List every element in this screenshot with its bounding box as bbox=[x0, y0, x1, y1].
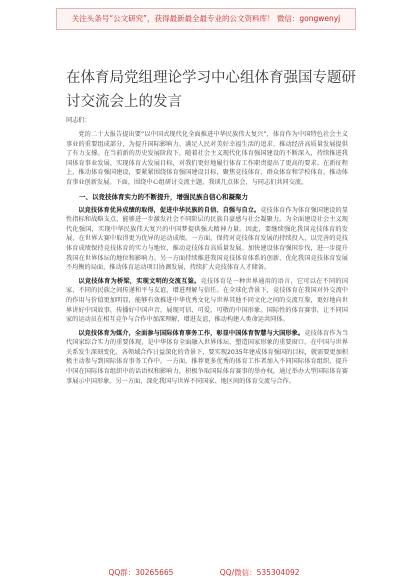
footer-contact bbox=[0, 566, 408, 580]
page-title: 在体育局党组理论学习中心组体育强国专题研讨交流会上的发言 bbox=[66, 69, 356, 110]
body-paragraph bbox=[66, 329, 348, 387]
paragraph-lead: 以竞技体育为媒介，全面参与国际体育事务工作，彰显中国体育智慧与大国形象。 bbox=[78, 329, 305, 337]
paragraph-lead: 以竞技体育为桥梁，实现文明的交流互鉴。 bbox=[78, 277, 201, 285]
paragraph-text: 竞技体育作为当代国家综合实力的重要体现，是中华体育全面融入世界体坛、塑造国家形象的重要窗口。在中国与世界关系发生深刻变化、各领域合作日益深化的背景下，要实现2035年建成体育强国的目标，就需要更加积极主动参与到国际体育事务工作中。一方面，推荐更多优秀的体育工作者加入不同国际体育组织，提升中国在国际体育组织中的话语权和影响力，积极争取国际体育赛事的举办权，通过举办大型国际体育赛事展示中国形象。另一方面，深化我国与世界不同国家、地区间的体育交流与合作。 bbox=[66, 329, 348, 385]
section-heading: 一、以竞技体育实力的不断提升，增强民族自信心和凝聚力 bbox=[79, 192, 248, 201]
qq-group: QQ群：30265665 bbox=[108, 568, 174, 577]
body-paragraph bbox=[66, 277, 348, 325]
qq-wechat-contact: QQ/微信：535304092 bbox=[219, 568, 300, 577]
body-paragraph bbox=[66, 206, 348, 273]
paragraph-text: 竞技体育作为体育强国建设的显性指标和战略支点，能够进一步激发社会不同阶层的民族自豪感与社会凝聚力。为全面建设社会主义现代化强国，实现中华民族伟大复兴的中国梦提供强大精神力量。因此，要继续强化我国竞技体育的发展，在世界大赛中取得更为优异的运动成绩。一方面，保持对竞技体育发展的持续投入，以完善的竞技体育成绩保持竞技体育的实力与地位，推动竞技体育高质量发展。加快建设体育强国步伐，进一步提升我国在世界体坛的地位和影响力。另一方面持续推进我国竞技体育体系的创新，优化我国竞技体育发展不均衡的局面，推动体育运动项目协调发展，持续扩大竞技体育人才储备。 bbox=[66, 206, 348, 272]
promo-banner: 关注头条号“公文研究”，获得最新最全最专业的公文资料库！ 微信：gongwenyj bbox=[56, 8, 356, 30]
intro-paragraph: 党的二十大报告提出要“以中国式现代化全面推进中华民族伟大复兴”，体育作为中国特色社会主义事业的重要组成部分，为提升国际影响力、满足人民对美好幸福生活的追求、推动经济高质量发展提供了有力支撑。在当前新的历史发展阶段下，随着社会主义现代化体育强国建设的不断深入，持续推进我国体育事业发展，实现体育大发展目标，对我们更好地履行体育工作职责提出了更高的要求。在新征程上，推动体育强国建设，要紧紧围绕体育强国建设目标，聚焦竞技体育、群众体育和学校体育，推动体育事业创新发展。下面，围绕中心组研讨交流主题，我谈几点体会，与同志们共同交流。 bbox=[66, 131, 348, 186]
paragraph-lead: 以竞技体育优异成绩的取得，促进中华民族的自信、自强与自立。 bbox=[78, 206, 261, 214]
greeting: 同志们： bbox=[66, 117, 91, 124]
paragraph-text: 竞技体育是一种世界通用的语言，它可以在不同的国家、不同的民族之间传递和平与友谊，增进理解与信任。在全球化背景下，竞技体育在我国对外交流中的作用与价值更加明显，能够有效推进中华优秀文化与世界其他不同文化之间的交流互鉴，更好地向世界讲好中国故事，传播好中国声音，展现可信、可爱、可敬的中国形象。国际性的体育赛事，让不同国家的运动员在相互竞争与合作中加深理解，增进友谊，推动构建人类命运共同体。 bbox=[66, 277, 348, 324]
document-body bbox=[66, 130, 348, 554]
